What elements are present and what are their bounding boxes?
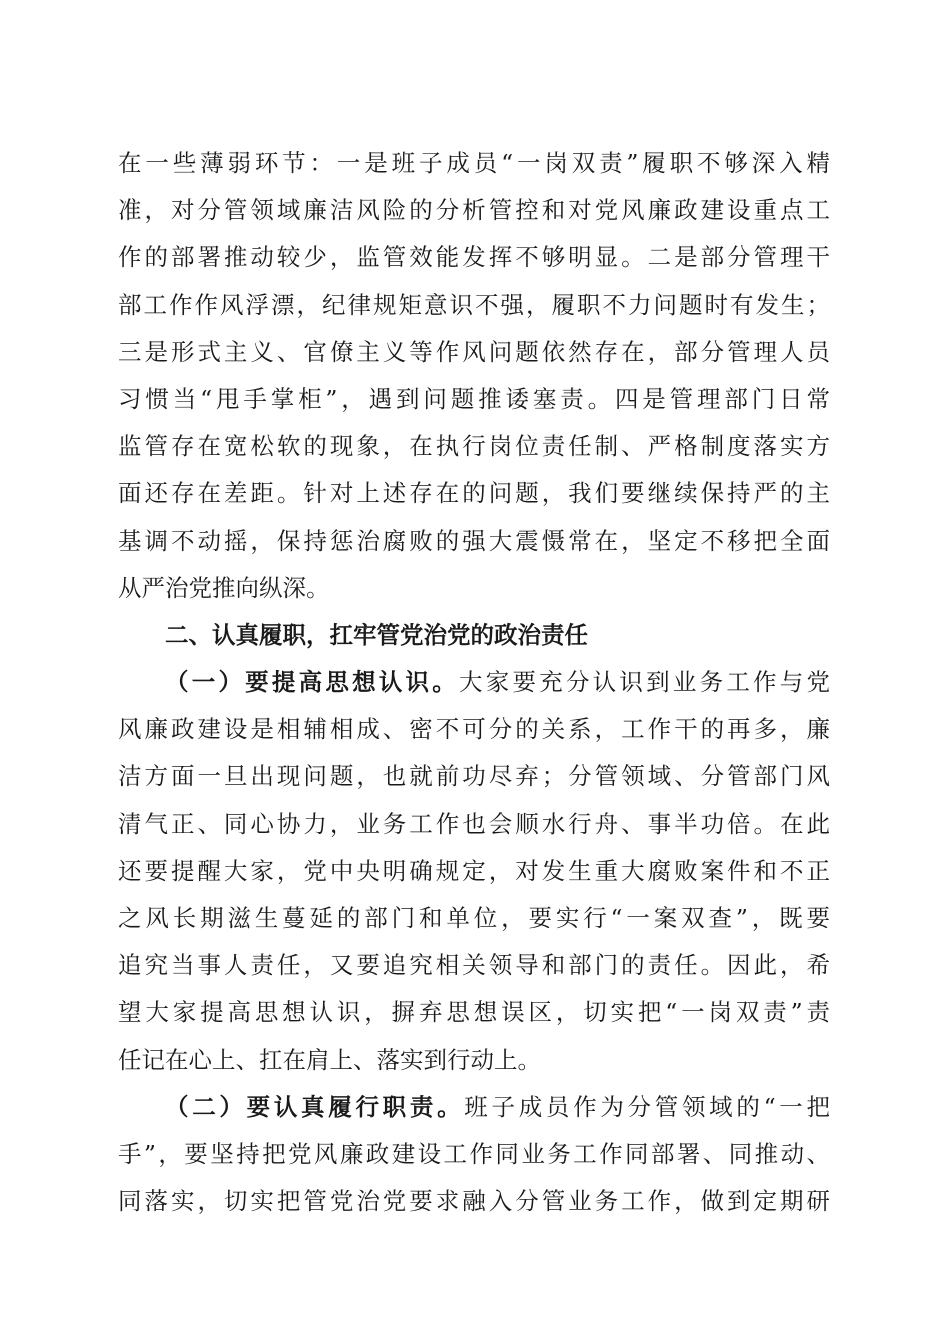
paragraph-line: 任记在心上、扛在肩上、落实到行动上。 [118, 1045, 541, 1074]
paragraph-line: 三是形式主义、官僚主义等作风问题依然存在，部分管理人员 [118, 337, 830, 366]
subsection-lead: （二）要认真履行职责。 [165, 1092, 465, 1121]
paragraph-line: 在一些薄弱环节：一是班子成员“一岗双责”履职不够深入精 [118, 149, 830, 177]
paragraph-line: 从严治党推向纵深。 [118, 573, 330, 602]
paragraph-line: 习惯当“甩手掌柜”，遇到问题推诿塞责。四是管理部门日常 [118, 384, 830, 413]
paragraph-line: 还要提醒大家，党中央明确规定，对发生重大腐败案件和不正 [118, 856, 830, 885]
paragraph-line: 准，对分管领域廉洁风险的分析管控和对党风廉政建设重点工 [118, 196, 830, 225]
section-heading: 二、认真履职，扛牢管党治党的政治责任 [165, 620, 588, 649]
paragraph-line: 同落实，切实把管党治党要求融入分管业务工作，做到定期研 [118, 1187, 830, 1216]
subsection-first-line-text: 大家要充分认识到业务工作与党 [459, 668, 830, 697]
subsection-first-line-text: 班子成员作为分管领域的“一把 [464, 1092, 830, 1121]
paragraph-line: 追究当事人责任，又要追究相关领导和部门的责任。因此，希 [118, 951, 830, 980]
subsection-first-line [118, 659, 830, 706]
paragraph-line: 之风长期滋生蔓延的部门和单位，要实行“一案双查”，既要 [118, 904, 830, 932]
paragraph-line: 面还存在差距。针对上述存在的问题，我们要继续保持严的主 [118, 479, 830, 508]
paragraph-line: 清气正、同心协力，业务工作也会顺水行舟、事半功倍。在此 [118, 809, 830, 838]
paragraph-line: 风廉政建设是相辅相成、密不可分的关系，工作干的再多，廉 [118, 715, 830, 744]
subsection-lead: （一）要提高思想认识。 [165, 668, 460, 697]
subsection-first-line [118, 1084, 830, 1131]
paragraph-line: 手”，要坚持把党风廉政建设工作同业务工作同部署、同推动、 [118, 1139, 830, 1168]
paragraph-line: 望大家提高思想认识，摒弃思想误区，切实把“一岗双责”责 [118, 998, 830, 1027]
paragraph-line: 监管存在宽松软的现象，在执行岗位责任制、严格制度落实方 [118, 432, 830, 461]
paragraph-line: 洁方面一旦出现问题，也就前功尽弃；分管领域、分管部门风 [118, 762, 830, 791]
paragraph-line: 部工作作风浮漂，纪律规矩意识不强，履职不力问题时有发生； [118, 290, 830, 319]
document-body [118, 140, 830, 1225]
paragraph-line: 基调不动摇，保持惩治腐败的强大震慑常在，坚定不移把全面 [118, 526, 830, 555]
paragraph-line: 作的部署推动较少，监管效能发挥不够明显。二是部分管理干 [118, 243, 830, 272]
